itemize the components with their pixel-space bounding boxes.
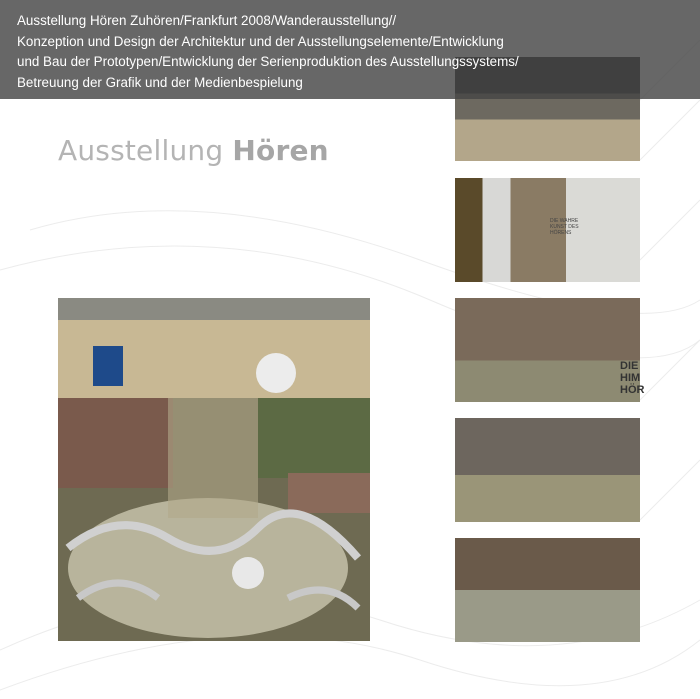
render-thumbnail-corridor[interactable] <box>455 538 640 642</box>
thumbnail-panel-text: DIE HIM HÖR <box>620 360 645 396</box>
caption-line: Konzeption und Design der Architektur und der Ausstellungselemente/Entwicklung <box>17 33 504 49</box>
caption-overlay <box>0 0 700 99</box>
render-thumbnail-staircase[interactable] <box>455 298 645 402</box>
caption-line: und Bau der Prototypen/Entwicklung der Serienproduktion des Ausstellungssystems/ <box>17 54 519 69</box>
floorplan-render-image[interactable] <box>58 298 370 641</box>
render-thumbnail-exhibition-panels[interactable] <box>455 178 640 282</box>
caption-line: Ausstellung Hören Zuhören/Frankfurt 2008/Wanderausstellung// <box>17 13 397 28</box>
project-caption <box>17 11 519 93</box>
thumbnail-panel-text: DIE WAHRE KUNST DES HÖRENS <box>550 218 579 236</box>
page-title: Ausstellung Hören <box>58 134 329 167</box>
render-thumbnail-gallery[interactable] <box>455 418 640 522</box>
caption-line: Betreuung der Grafik und der Medienbespielung <box>17 74 303 90</box>
